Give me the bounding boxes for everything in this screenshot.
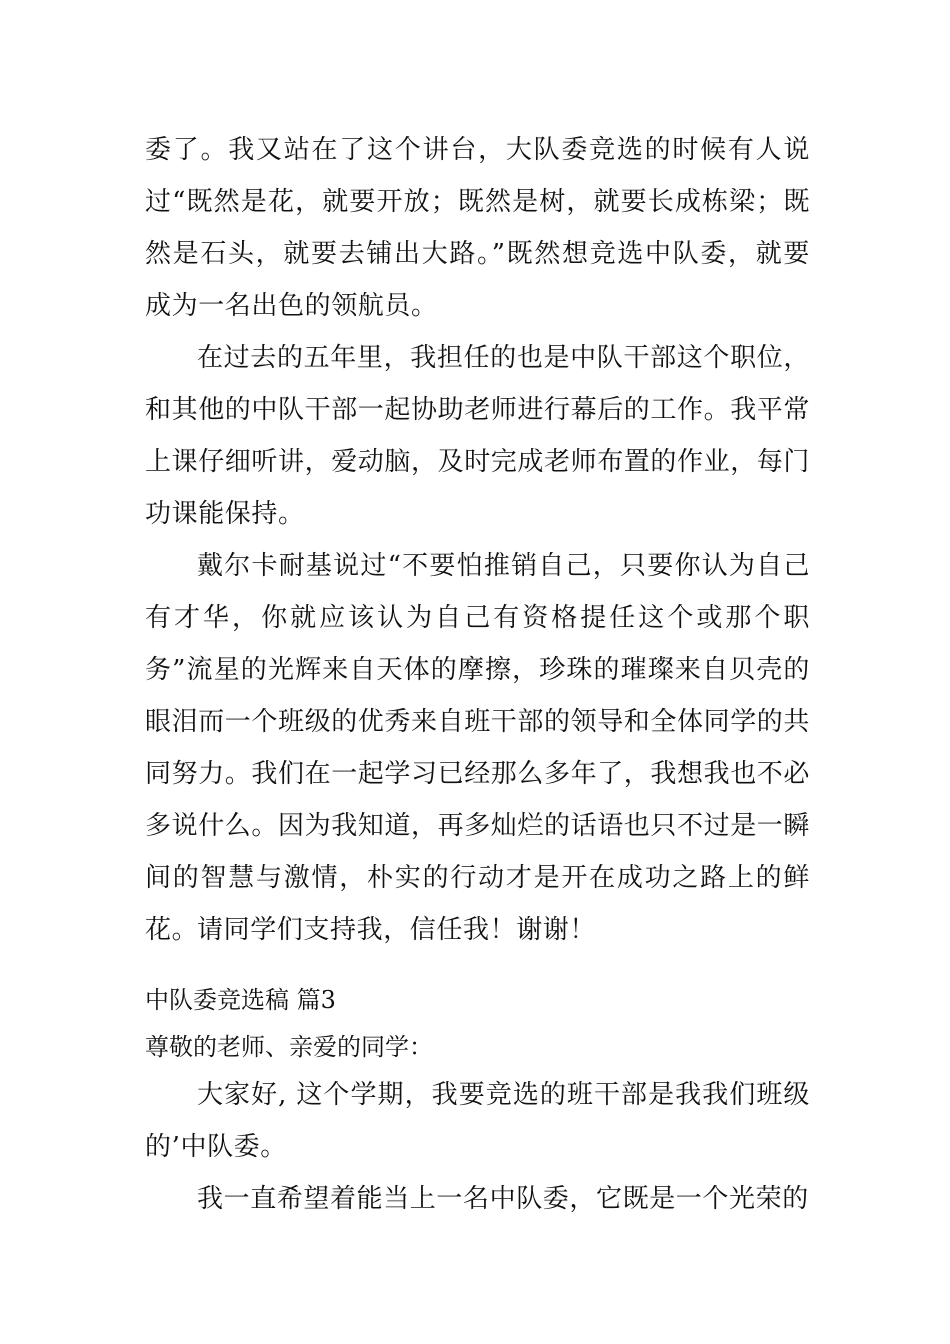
paragraph-1: 委了。我又站在了这个讲台，大队委竞选的时候有人说过“既然是花，就要开放；既然是树，就要长成栋梁；既然是石头，就要去铺出大路。”既然想竞选中队委，就要成为一名出色的领航员。 (145, 135, 810, 321)
paragraph-3: 戴尔卡耐基说过“不要怕推销自己，只要你认为自己有才华，你就应该认为自己有资格提任这个或那个职务”流星的光辉来自天体的摩擦，珍珠的璀璨来自贝壳的眼泪而一个班级的优秀来自班干部的领导和全体同学的共同努力。我们在一起学习已经那么多年了，我想我也不必多说什么。因为我知道，再多灿烂的话语也只不过是一瞬间的智慧与激情，朴实的行动才是开在成功之路上的鲜花。 (145, 551, 811, 945)
paragraph-6: 我一直希望着能当上一名中队委，它既是一个光荣的 (197, 1184, 809, 1214)
paragraph-4: 请同学们支持我，信任我！谢谢！ (197, 915, 597, 945)
paragraph-2: 在过去的五年里，我担任的也是中队干部这个职位，和其他的中队干部一起协助老师进行幕后的工作。我平常上课仔细听讲，爱动脑，及时完成老师布置的作业，每门功课能保持。 (145, 343, 811, 529)
section-title: 中队委竞选稿 篇3 (145, 986, 336, 1014)
salutation: 尊敬的老师、亲爱的同学： (145, 1033, 433, 1061)
paragraph-5: 大家好, 这个学期，我要竞选的班干部是我我们班级的’中队委。 (145, 1080, 810, 1162)
